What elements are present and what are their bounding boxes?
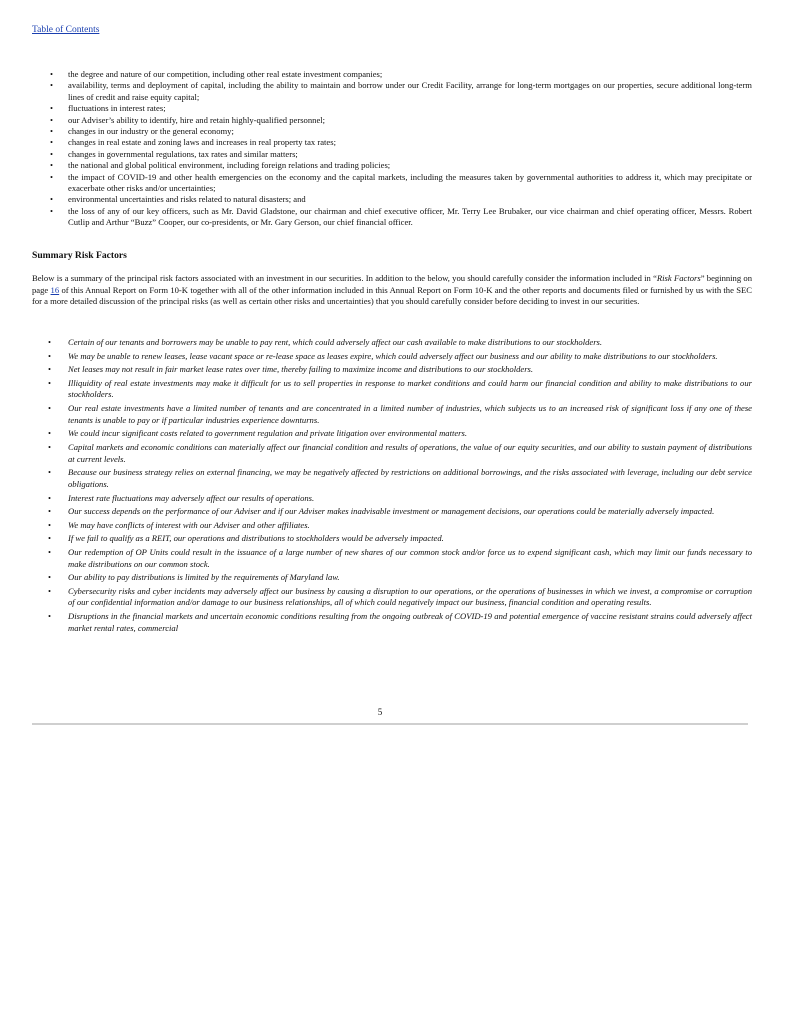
risk-item-text: If we fail to qualify as a REIT, our operations and distributions to stockholders would be adversely impacted. (68, 533, 444, 544)
bullet-icon: • (48, 441, 52, 452)
risk-item (32, 493, 752, 505)
list-item-text: the national and global political environment, including foreign relations and trading policies; (68, 160, 391, 171)
list-item (32, 194, 752, 205)
risk-item-text: Our ability to pay distributions is limited by the requirements of Maryland law. (68, 572, 340, 583)
page-number: 5 (377, 707, 383, 717)
risk-item-text: We could incur significant costs related to government regulation and private litigation over environmental matters. (68, 428, 467, 439)
bullet-icon: • (50, 171, 54, 182)
list-item (32, 172, 752, 195)
intro-text: Below is a summary of the principal risk factors associated with an investment in our securities. In addition to the below, you should carefully consider the information included in “ (32, 273, 657, 283)
list-item-text: changes in real estate and zoning laws and increases in real property tax rates; (68, 137, 336, 148)
bullet-icon: • (48, 337, 52, 347)
risk-item-text: Net leases may not result in fair market lease rates over time, thereby failing to maximize income and distributions to our stockholders. (68, 364, 534, 374)
bullet-icon: • (50, 148, 54, 159)
bullet-icon: • (50, 103, 54, 114)
summary-risk-factors-heading: Summary Risk Factors (32, 250, 127, 261)
bullet-icon: • (50, 160, 54, 171)
bullet-icon: • (50, 69, 54, 79)
summary-risks-list (32, 337, 752, 636)
list-item (32, 160, 752, 171)
risk-item (32, 403, 752, 427)
risk-item (32, 337, 752, 349)
risk-item-text: Our real estate investments have a limited number of tenants and are concentrated in a limited number of industries, which subjects us to an increased risk of significant loss if any one of these tenants is unable to pay or if particular industries experience downturns. (68, 402, 752, 425)
risk-item-text: We may be unable to renew leases, lease vacant space or re-lease space as leases expire, which could adversely affect our business and our ability to make distributions to our stockholders. (68, 350, 718, 361)
bullet-icon: • (50, 126, 54, 137)
risk-item (32, 467, 752, 491)
bullet-icon: • (48, 364, 52, 374)
risk-item (32, 586, 752, 610)
risk-item-text: We may have conflicts of interest with our Adviser and other affiliates. (68, 519, 310, 530)
risk-item (32, 520, 752, 532)
risk-item-text: Capital markets and economic conditions can materially affect our financial condition and results of operations, the value of our equity securities, and our ability to sustain payment of distributions at current levels. (68, 441, 752, 464)
risk-item-text: Our success depends on the performance of our Adviser and if our Adviser makes inadvisable investment or management decisions, our operations could be materially adversely impacted. (68, 506, 715, 517)
risk-item-text: Interest rate fluctuations may adversely affect our results of operations. (68, 492, 315, 503)
bullet-icon: • (48, 377, 52, 388)
bullet-icon: • (48, 350, 52, 361)
list-item-text: changes in governmental regulations, tax rates and similar matters; (68, 148, 298, 159)
risk-item (32, 428, 752, 440)
risk-item (32, 364, 752, 376)
bullet-icon: • (50, 114, 54, 125)
list-item (32, 115, 752, 126)
risk-item-text: Cybersecurity risks and cyber incidents may adversely affect our business by causing a disruption to our operations, or the operations of businesses in which we invest, a compromise or corruption of our confidential information and/or damage to our business relationships, all of which could negatively impact our business, financial condition and operating results. (68, 585, 752, 608)
list-item (32, 149, 752, 160)
list-item-text: the degree and nature of our competition, including other real estate investment companies; (68, 69, 383, 79)
bullet-icon: • (50, 205, 54, 216)
list-item (32, 80, 752, 103)
list-item-text: the loss of any of our key officers, such as Mr. David Gladstone, our chairman and chief executive officer, Mr. Terry Lee Brubaker, our vice chairman and chief operating officer, Messrs. Robert Cutlip and Arthur “Buzz” Cooper, our co-presidents, or Mr. Gary Gerson, our chief financial officer. (68, 205, 752, 228)
page-divider (32, 723, 748, 725)
forward-looking-factors-list (32, 69, 752, 229)
bullet-icon: • (48, 428, 52, 439)
risk-item (32, 442, 752, 466)
list-item (32, 137, 752, 148)
list-item (32, 206, 752, 229)
risk-item (32, 533, 752, 545)
risk-item-text: Disruptions in the financial markets and uncertain economic conditions resulting from the ongoing outbreak of COVID-19 and potential emergence of vaccine resistant strains could adversely affect market rental rates, commercial (68, 610, 752, 633)
bullet-icon: • (48, 533, 52, 544)
risk-item (32, 547, 752, 571)
risk-item (32, 351, 752, 363)
list-item-text: the impact of COVID-19 and other health emergencies on the economy and the capital markets, including the measures taken by governmental authorities to address it, which may precipitate or exacerbate other risks and/or uncertainties; (68, 171, 752, 194)
intro-text: ” beginning on page (32, 273, 753, 295)
risk-item-text: Our redemption of OP Units could result in the issuance of a large number of new shares of our common stock and/or force us to expend significant cash, which may limit our funds necessary to make distributions on our common stock. (68, 546, 752, 569)
table-of-contents-link[interactable]: Table of Contents (32, 25, 100, 35)
risk-item (32, 506, 752, 518)
bullet-icon: • (48, 506, 52, 517)
bullet-icon: • (50, 137, 54, 148)
risk-item (32, 378, 752, 402)
intro-text: of this Annual Report on Form 10-K together with all of the other information included in this Annual Report on Form 10-K and the other reports and documents filed or furnished by us with the SEC for a more detailed discussion of the principal risks (as well as certain other risks and uncertainties) that you should carefully consider before deciding to invest in our securities. (32, 284, 752, 307)
bullet-icon: • (48, 467, 52, 478)
bullet-icon: • (48, 610, 52, 621)
bullet-icon: • (48, 585, 52, 596)
risk-item-text: Certain of our tenants and borrowers may be unable to pay rent, which could adversely affect our cash available to make distributions to our stockholders. (68, 337, 603, 347)
bullet-icon: • (48, 546, 52, 557)
list-item-text: environmental uncertainties and risks related to natural disasters; and (68, 194, 306, 205)
list-item (32, 126, 752, 137)
list-item-text: availability, terms and deployment of capital, including the ability to maintain and borrow under our Credit Facility, arrange for long-term mortgages on our properties, secure additional long-term lines of credit and raise equity capital; (68, 80, 752, 102)
risk-item-text: Illiquidity of real estate investments may make it difficult for us to sell properties in response to market conditions and could harm our financial condition and ability to make distributions to our stockholders. (68, 377, 752, 400)
list-item-text: changes in our industry or the general economy; (68, 126, 234, 137)
risk-item (32, 611, 752, 635)
list-item-text: our Adviser’s ability to identify, hire and retain highly-qualified personnel; (68, 114, 326, 125)
bullet-icon: • (48, 572, 52, 583)
page-reference-link[interactable]: 16 (50, 284, 60, 295)
bullet-icon: • (48, 492, 52, 503)
bullet-icon: • (50, 80, 54, 91)
list-item (32, 69, 752, 80)
summary-intro-paragraph (32, 273, 752, 308)
risk-item (32, 572, 752, 584)
risk-factors-title: Risk Factors (656, 273, 701, 283)
bullet-icon: • (50, 194, 54, 205)
list-item (32, 103, 752, 114)
bullet-icon: • (48, 519, 52, 530)
bullet-icon: • (48, 402, 52, 413)
risk-item-text: Because our business strategy relies on external financing, we may be negatively affected by restrictions on additional borrowings, and the risks associated with leverage, including our debt service obligations. (68, 467, 752, 490)
list-item-text: fluctuations in interest rates; (68, 103, 166, 114)
